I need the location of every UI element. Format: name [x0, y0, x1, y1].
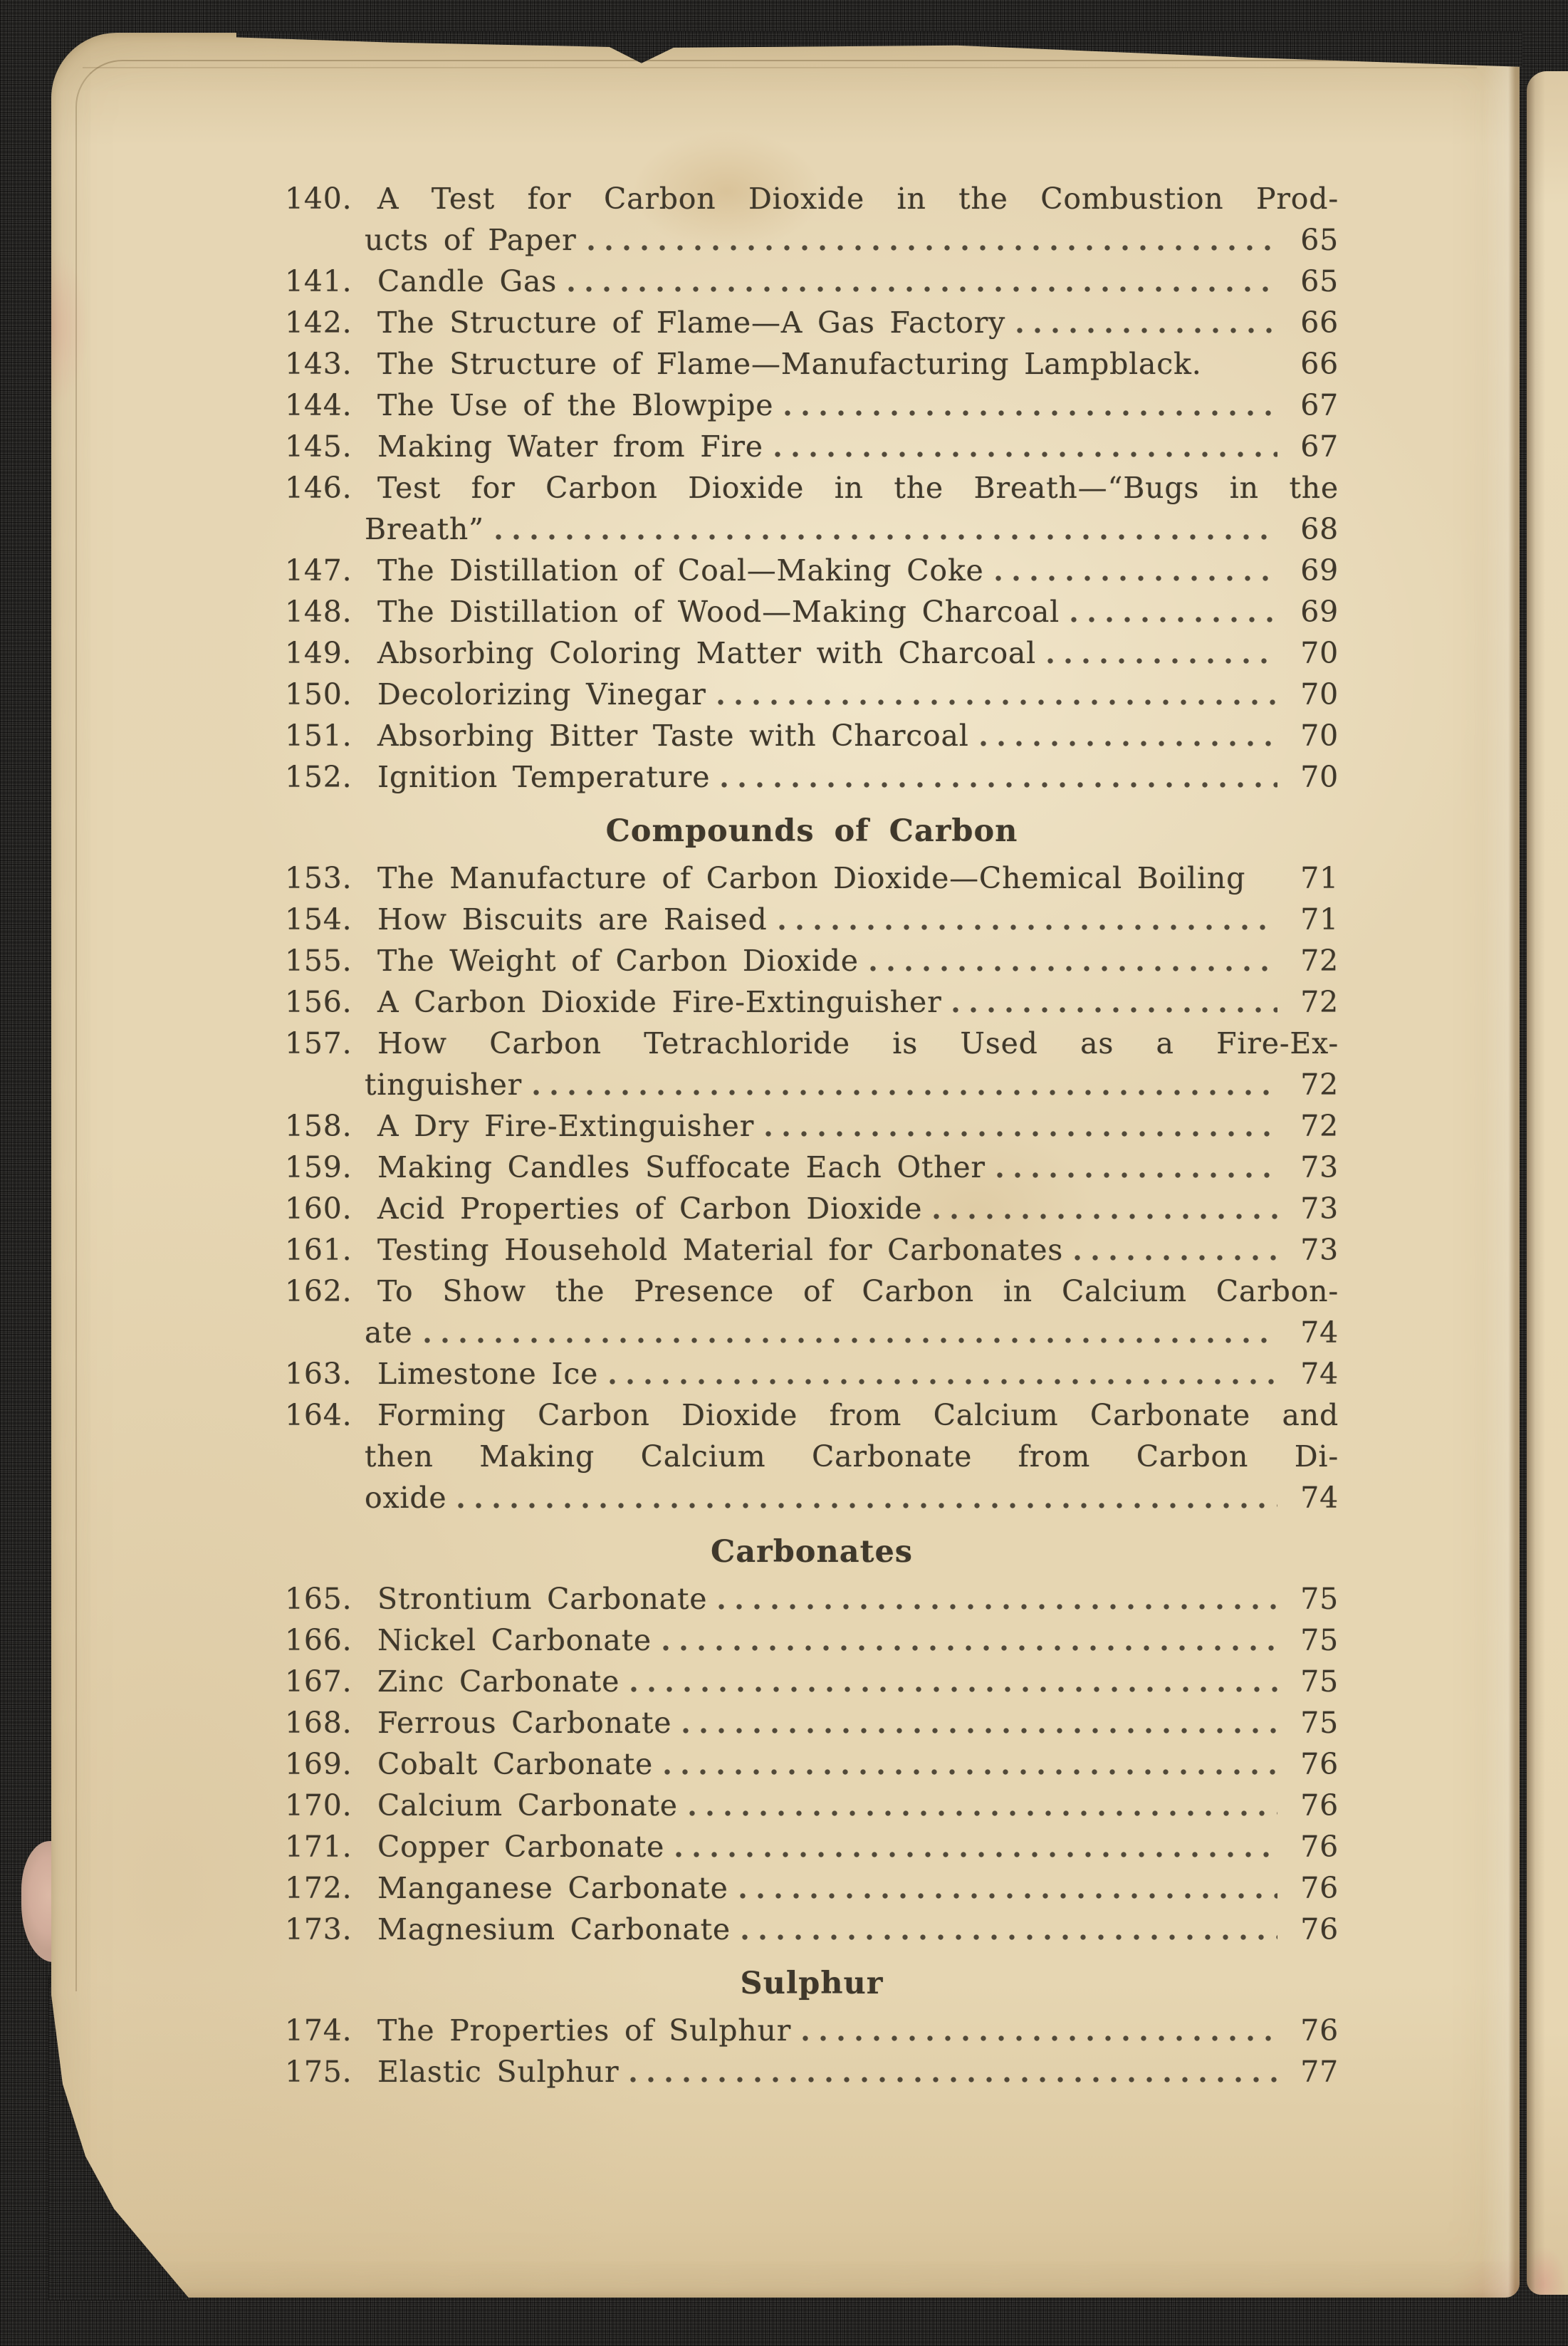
page-number: 69	[1300, 595, 1339, 629]
toc-line	[285, 981, 1339, 1023]
entry-number: 174.	[285, 2013, 352, 2048]
page-number: 72	[1300, 985, 1339, 1019]
entry-number: 156.	[285, 985, 352, 1019]
entry-number: 168.	[285, 1706, 352, 1740]
entry-number: 165.	[285, 1582, 352, 1616]
entry-number: 175.	[285, 2055, 352, 2089]
page-number: 72	[1300, 1109, 1339, 1143]
leader-dots	[765, 1127, 1277, 1140]
toc-line	[285, 219, 1339, 261]
leader-dots	[775, 448, 1277, 461]
entry-title-line: Calcium Carbonate	[377, 1788, 678, 1823]
page-number: 69	[1300, 553, 1339, 588]
leader-dots	[718, 696, 1277, 709]
page-number: 67	[1300, 388, 1339, 422]
entry-number: 162.	[285, 1274, 352, 1308]
page-number: 66	[1300, 306, 1339, 340]
leader-dots	[785, 407, 1277, 419]
entry-number: 150.	[285, 677, 352, 711]
entry-title-line: Elastic Sulphur	[377, 2055, 620, 2089]
page-number: 66	[1300, 347, 1339, 381]
toc-line	[285, 1064, 1339, 1105]
entry-number: 164.	[285, 1398, 352, 1432]
entry-number: 170.	[285, 1788, 352, 1823]
leader-dots	[1017, 324, 1277, 337]
toc-line	[285, 1909, 1339, 1950]
toc-line	[285, 2010, 1339, 2051]
entry-number: 153.	[285, 861, 352, 895]
entry-title-line: To Show the Presence of Carbon in Calcium Carbon-	[377, 1274, 1339, 1308]
page-number: 67	[1300, 429, 1339, 464]
leader-dots	[610, 1375, 1277, 1388]
toc-line	[285, 1023, 1339, 1064]
toc-line	[285, 385, 1339, 426]
toc-line	[285, 1147, 1339, 1188]
entry-title-line: A Test for Carbon Dioxide in the Combustion Prod-	[377, 182, 1339, 216]
entry-title-line: Manganese Carbonate	[377, 1871, 728, 1905]
leader-dots	[1075, 1251, 1277, 1264]
entry-number: 169.	[285, 1747, 352, 1781]
entry-number: 148.	[285, 595, 352, 629]
leader-dots	[630, 2073, 1277, 2086]
leader-dots	[1047, 655, 1277, 667]
entry-title-line: How Biscuits are Raised	[377, 902, 768, 937]
torn-top-edge	[236, 31, 1522, 68]
page-number: 70	[1300, 760, 1339, 794]
entry-title-line: The Distillation of Coal—Making Coke	[377, 553, 984, 588]
toc-line	[285, 426, 1339, 467]
entry-number: 157.	[285, 1026, 352, 1060]
entry-title-line: Making Candles Suffocate Each Other	[377, 1150, 986, 1184]
toc-line	[285, 632, 1339, 674]
leader-dots	[631, 1683, 1277, 1696]
page-number: 65	[1300, 223, 1339, 257]
entry-number: 152.	[285, 760, 352, 794]
leader-dots	[663, 1642, 1277, 1654]
entry-number: 154.	[285, 902, 352, 937]
entry-title-line: How Carbon Tetrachloride is Used as a Fire-Ex-	[377, 1026, 1339, 1060]
entry-number: 141.	[285, 264, 352, 298]
entry-title-line: ucts of Paper	[365, 223, 577, 257]
page-number: 76	[1300, 1830, 1339, 1864]
entry-number: 166.	[285, 1623, 352, 1657]
leader-dots	[496, 531, 1277, 543]
toc-line	[285, 261, 1339, 302]
page-number: 70	[1300, 636, 1339, 670]
page-number: 73	[1300, 1150, 1339, 1184]
entry-title-line: The Weight of Carbon Dioxide	[377, 944, 859, 978]
toc-line	[285, 1271, 1339, 1312]
page-number: 76	[1300, 1747, 1339, 1781]
toc-line	[285, 302, 1339, 343]
leader-dots	[742, 1931, 1277, 1944]
entry-title-line: Test for Carbon Dioxide in the Breath—“Bugs in the	[377, 471, 1339, 505]
leader-dots	[721, 778, 1277, 791]
leader-dots	[997, 1169, 1277, 1182]
leader-dots	[568, 283, 1277, 296]
page-number: 70	[1300, 719, 1339, 753]
entry-number: 158.	[285, 1109, 352, 1143]
entry-title-line: Strontium Carbonate	[377, 1582, 708, 1616]
entry-number: 146.	[285, 471, 352, 505]
entry-number: 149.	[285, 636, 352, 670]
toc-line	[285, 343, 1339, 385]
entry-title-line: Ignition Temperature	[377, 760, 711, 794]
entry-number: 142.	[285, 306, 352, 340]
toc-line	[285, 1477, 1339, 1518]
entry-number: 172.	[285, 1871, 352, 1905]
toc-line	[285, 1620, 1339, 1661]
leader-dots	[689, 1807, 1277, 1820]
page-number: 71	[1300, 902, 1339, 937]
entry-title-line: Ferrous Carbonate	[377, 1706, 672, 1740]
leader-dots	[683, 1724, 1277, 1737]
toc-line	[285, 1578, 1339, 1620]
toc	[285, 178, 1339, 2092]
entry-title-line: Candle Gas	[377, 264, 558, 298]
page-number: 74	[1300, 1357, 1339, 1391]
entry-number: 173.	[285, 1912, 352, 1946]
leader-dots	[981, 737, 1277, 750]
toc-line	[285, 1394, 1339, 1436]
page-number: 76	[1300, 1871, 1339, 1905]
leader-dots	[533, 1086, 1277, 1099]
torn-bottom-left-corner	[48, 1973, 191, 2300]
section-heading: Carbonates	[710, 1534, 914, 1570]
entry-title-line: Copper Carbonate	[377, 1830, 665, 1864]
page-number: 76	[1300, 2013, 1339, 2048]
page-number: 65	[1300, 264, 1339, 298]
toc-line	[285, 1785, 1339, 1826]
toc-line	[285, 899, 1339, 940]
toc-line	[285, 1826, 1339, 1867]
toc-line	[285, 467, 1339, 509]
entry-title-line: ate	[365, 1315, 413, 1350]
entry-number: 151.	[285, 719, 352, 753]
entry-title-line: Limestone Ice	[377, 1357, 599, 1391]
page-number: 70	[1300, 677, 1339, 711]
toc-line	[285, 1353, 1339, 1394]
page-number: 75	[1300, 1582, 1339, 1616]
entry-number: 143.	[285, 347, 352, 381]
page-number: 77	[1300, 2055, 1339, 2089]
page-number: 75	[1300, 1706, 1339, 1740]
leader-dots	[740, 1889, 1277, 1902]
page-number: 76	[1300, 1912, 1339, 1946]
page-number: 71	[1300, 861, 1339, 895]
entry-number: 160.	[285, 1192, 352, 1226]
toc-line	[285, 756, 1339, 798]
section-heading: Compounds of Carbon	[605, 813, 1018, 849]
leader-dots	[458, 1499, 1277, 1512]
toc-line	[285, 1436, 1339, 1477]
entry-title-line: The Structure of Flame—Manufacturing Lampblack.	[377, 347, 1202, 381]
entry-title-line: tinguisher	[365, 1068, 523, 1102]
entry-title-line: Forming Carbon Dioxide from Calcium Carbonate and	[377, 1398, 1339, 1432]
toc-line	[285, 857, 1339, 899]
page-number: 72	[1300, 1068, 1339, 1102]
page-number: 73	[1300, 1233, 1339, 1267]
entry-number: 155.	[285, 944, 352, 978]
toc-line	[285, 2051, 1339, 2092]
leader-dots	[934, 1210, 1277, 1223]
leader-dots	[1071, 613, 1277, 626]
toc-line	[285, 1229, 1339, 1271]
leader-dots	[664, 1766, 1277, 1778]
entry-number: 167.	[285, 1664, 352, 1699]
toc-line	[285, 1661, 1339, 1702]
page-number: 73	[1300, 1192, 1339, 1226]
entry-title-line: Absorbing Bitter Taste with Charcoal	[377, 719, 969, 753]
entry-title-line: Absorbing Coloring Matter with Charcoal	[377, 636, 1037, 670]
entry-title-line: A Dry Fire-Extinguisher	[377, 1109, 755, 1143]
page-number: 74	[1300, 1481, 1339, 1515]
page-number: 75	[1300, 1664, 1339, 1699]
toc-line	[285, 178, 1339, 219]
next-page-edge	[1527, 71, 1568, 2295]
leader-dots	[779, 921, 1277, 934]
entry-number: 144.	[285, 388, 352, 422]
entry-title-line: The Manufacture of Carbon Dioxide—Chemical Boiling	[377, 861, 1246, 895]
toc-line	[285, 1867, 1339, 1909]
leader-dots	[995, 572, 1277, 585]
page-number: 74	[1300, 1315, 1339, 1350]
entry-title-line: Testing Household Material for Carbonates	[377, 1233, 1064, 1267]
entry-number: 163.	[285, 1357, 352, 1391]
entry-title-line: Cobalt Carbonate	[377, 1747, 654, 1781]
toc-line	[285, 715, 1339, 756]
toc-line	[285, 1312, 1339, 1353]
entry-title-line: Decolorizing Vinegar	[377, 677, 706, 711]
leader-dots	[676, 1848, 1277, 1861]
toc-line	[285, 1702, 1339, 1743]
entry-title-line: Breath”	[365, 512, 484, 546]
leader-dots	[588, 241, 1277, 254]
entry-title-line: The Structure of Flame—A Gas Factory	[377, 306, 1006, 340]
toc-line	[285, 674, 1339, 715]
entry-title-line: Magnesium Carbonate	[377, 1912, 731, 1946]
entry-title-line: oxide	[365, 1481, 447, 1515]
entry-title-line: Nickel Carbonate	[377, 1623, 652, 1657]
toc-line	[285, 1105, 1339, 1147]
toc-line	[285, 509, 1339, 550]
entry-title-line: The Distillation of Wood—Making Charcoal	[377, 595, 1060, 629]
entry-title-line: The Properties of Sulphur	[377, 2013, 792, 2048]
entry-number: 159.	[285, 1150, 352, 1184]
page-number: 72	[1300, 944, 1339, 978]
toc-line	[285, 591, 1339, 632]
toc-line	[285, 1743, 1339, 1785]
page-number: 75	[1300, 1623, 1339, 1657]
page-number: 68	[1300, 512, 1339, 546]
entry-number: 171.	[285, 1830, 352, 1864]
leader-dots	[953, 1003, 1277, 1016]
toc-line	[285, 1188, 1339, 1229]
entry-title-line: Acid Properties of Carbon Dioxide	[377, 1192, 923, 1226]
entry-number: 140.	[285, 182, 352, 216]
embossed-border-line-secondary	[83, 67, 1477, 68]
entry-number: 145.	[285, 429, 352, 464]
entry-number: 147.	[285, 553, 352, 588]
page-right-crease	[1474, 33, 1520, 2298]
entry-title-line: then Making Calcium Carbonate from Carbon Di-	[365, 1439, 1339, 1474]
entry-number: 161.	[285, 1233, 352, 1267]
entry-title-line: A Carbon Dioxide Fire-Extinguisher	[377, 985, 942, 1019]
leader-dots	[870, 962, 1277, 975]
toc-line	[285, 550, 1339, 591]
leader-dots	[718, 1600, 1277, 1613]
leader-dots	[803, 2032, 1277, 2045]
entry-title-line: Making Water from Fire	[377, 429, 763, 464]
entry-title-line: Zinc Carbonate	[377, 1664, 620, 1699]
book-page	[51, 33, 1520, 2298]
leader-dots	[424, 1334, 1277, 1347]
toc-line	[285, 940, 1339, 981]
section-heading: Sulphur	[740, 1966, 884, 2001]
entry-title-line: The Use of the Blowpipe	[377, 388, 774, 422]
page-number: 76	[1300, 1788, 1339, 1823]
